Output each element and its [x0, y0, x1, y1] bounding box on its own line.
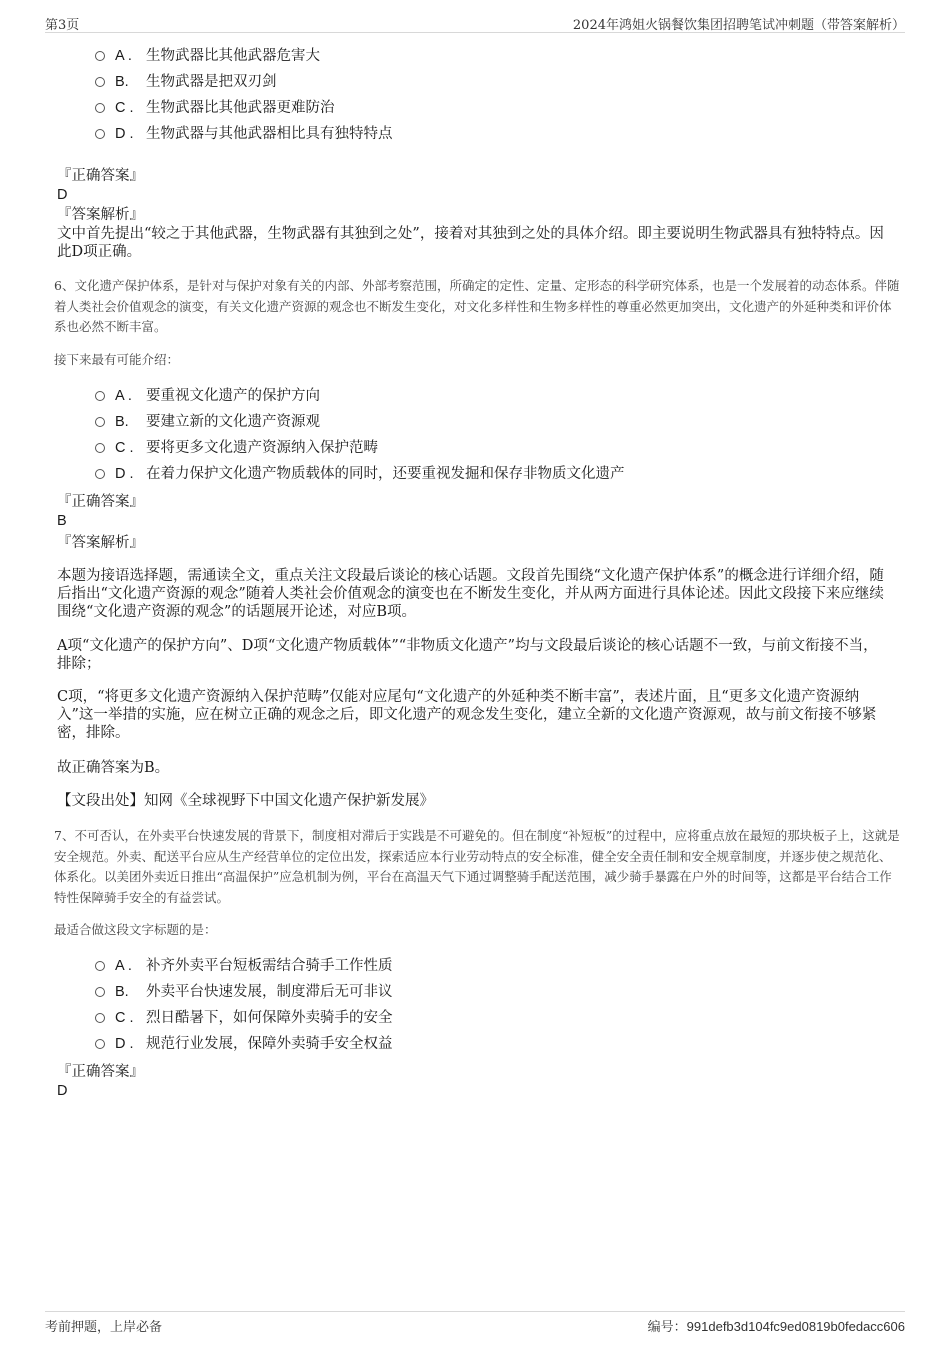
q6-option-d[interactable]: D . 在着力保护文化遗产物质载体的同时，还要重视发掘和保存非物质文化遗产: [95, 461, 625, 487]
q5-options: [95, 43, 393, 147]
q5-analysis-label: 『答案解析』: [57, 207, 144, 223]
radio-icon[interactable]: [95, 469, 105, 479]
q5-option-d[interactable]: D . 生物武器与其他武器相比具有独特特点: [95, 121, 393, 147]
footer-slogan: 考前押题，上岸必备: [45, 1320, 163, 1335]
q5-answer: D: [57, 187, 68, 203]
q7-prompt: 最适合做这段文字标题的是：: [54, 922, 217, 937]
radio-icon[interactable]: [95, 77, 105, 87]
q6-passage: 6、文化遗产保护体系，是针对与保护对象有关的内部、外部考察范围，所确定的定性、定量、定形态的科学研究体系，也是一个发展着的动态体系。伴随着人类社会价值观念的演变，有关文化遗产资源的观念也不断发生变化，对文化多样性和生物多样性的尊重必然更加突出，文化遗产的外延种类和评价体系也必然不断丰富。: [54, 278, 900, 334]
document-title: 2024年鸿姐火锅餐饮集团招聘笔试冲刺题（带答案解析）: [572, 18, 905, 33]
q6-answer: B: [57, 513, 67, 529]
q5-option-a[interactable]: A . 生物武器比其他武器危害大: [95, 43, 393, 69]
radio-icon[interactable]: [95, 961, 105, 971]
q5-option-b[interactable]: B. 生物武器是把双刃剑: [95, 69, 393, 95]
q7-answer-label: 『正确答案』: [57, 1064, 144, 1080]
q6-analysis-paragraph: 故正确答案为B。: [57, 760, 170, 776]
page-number: 第3页: [45, 18, 80, 33]
q6-option-a[interactable]: A . 要重视文化遗产的保护方向: [95, 383, 625, 409]
q7-passage: 7、不可否认，在外卖平台快速发展的背景下，制度相对滞后于实践是不可避免的。但在制度“补短板”的过程中，应将重点放在最短的那块板子上，这就是安全规范。外卖、配送平台应从生产经营单位的定位出发，探索适应本行业劳动特点的安全标准，健全安全责任制和安全规章制度，并逐步使之规范化、体系化。以美团外卖近日推出“高温保护”应急机制为例，平台在高温天气下通过调整骑手配送范围，减少骑手暴露在户外的时间等，这都是平台结合工作特性保障骑手安全的有益尝试。: [54, 828, 900, 905]
radio-icon[interactable]: [95, 103, 105, 113]
q6-option-b[interactable]: B. 要建立新的文化遗产资源观: [95, 409, 625, 435]
radio-icon[interactable]: [95, 51, 105, 61]
q5-option-c[interactable]: C . 生物武器比其他武器更难防治: [95, 95, 393, 121]
radio-icon[interactable]: [95, 417, 105, 427]
radio-icon[interactable]: [95, 1039, 105, 1049]
radio-icon[interactable]: [95, 987, 105, 997]
radio-icon[interactable]: [95, 443, 105, 453]
q6-analysis-label: 『答案解析』: [57, 535, 144, 551]
q6-analysis-paragraph: A项“文化遗产的保护方向”、D项“文化遗产物质载体”“非物质文化遗产”均与文段最后谈论的核心话题不一致，与前文衔接不当，排除；: [57, 638, 878, 672]
code-value: 991defb3d104fc9ed0819b0fedacc606: [686, 1319, 905, 1334]
q7-options: [95, 953, 393, 1057]
q7-option-d[interactable]: D . 规范行业发展，保障外卖骑手安全权益: [95, 1031, 393, 1057]
q5-analysis: 文中首先提出“较之于其他武器，生物武器有其独到之处”，接着对其独到之处的具体介绍。即主要说明生物武器具有独特特点。因此D项正确。: [57, 226, 884, 260]
code-label: 编号：: [647, 1319, 687, 1334]
page-footer: [45, 1311, 905, 1334]
q6-analysis-paragraph: C项，“将更多文化遗产资源纳入保护范畴”仅能对应尾句“文化遗产的外延种类不断丰富”，表述片面，且“更多文化遗产资源纳入”这一举措的实施，应在树立正确的观念之后，即文化遗产的观念发生变化，建立全新的文化遗产资源观，故与前文衔接不够紧密，排除。: [57, 689, 877, 741]
q6-prompt: 接下来最有可能介绍：: [54, 352, 180, 367]
q6-option-c[interactable]: C . 要将更多文化遗产资源纳入保护范畴: [95, 435, 625, 461]
q6-answer-label: 『正确答案』: [57, 494, 144, 510]
q7-option-c[interactable]: C . 烈日酷暑下，如何保障外卖骑手的安全: [95, 1005, 393, 1031]
q5-answer-label: 『正确答案』: [57, 168, 144, 184]
document-code: [648, 1316, 905, 1335]
q7-answer: D: [57, 1083, 68, 1099]
q6-analysis-paragraph: 本题为接语选择题，需通读全文，重点关注文段最后谈论的核心话题。文段首先围绕“文化遗产保护体系”的概念进行详细介绍，随后指出“文化遗产资源的观念”随着人类社会价值观念的演变也在不断发生变化，并从两方面进行具体论述。因此文段接下来应继续围绕“文化遗产资源的观念”的话题展开论述，对应B项。: [57, 568, 884, 620]
q6-options: [95, 383, 625, 487]
q7-option-b[interactable]: B. 外卖平台快速发展，制度滞后无可非议: [95, 979, 393, 1005]
q6-source: 【文段出处】知网《全球视野下中国文化遗产保护新发展》: [57, 793, 434, 809]
radio-icon[interactable]: [95, 1013, 105, 1023]
page-header: [45, 14, 905, 33]
q7-option-a[interactable]: A . 补齐外卖平台短板需结合骑手工作性质: [95, 953, 393, 979]
radio-icon[interactable]: [95, 129, 105, 139]
radio-icon[interactable]: [95, 391, 105, 401]
